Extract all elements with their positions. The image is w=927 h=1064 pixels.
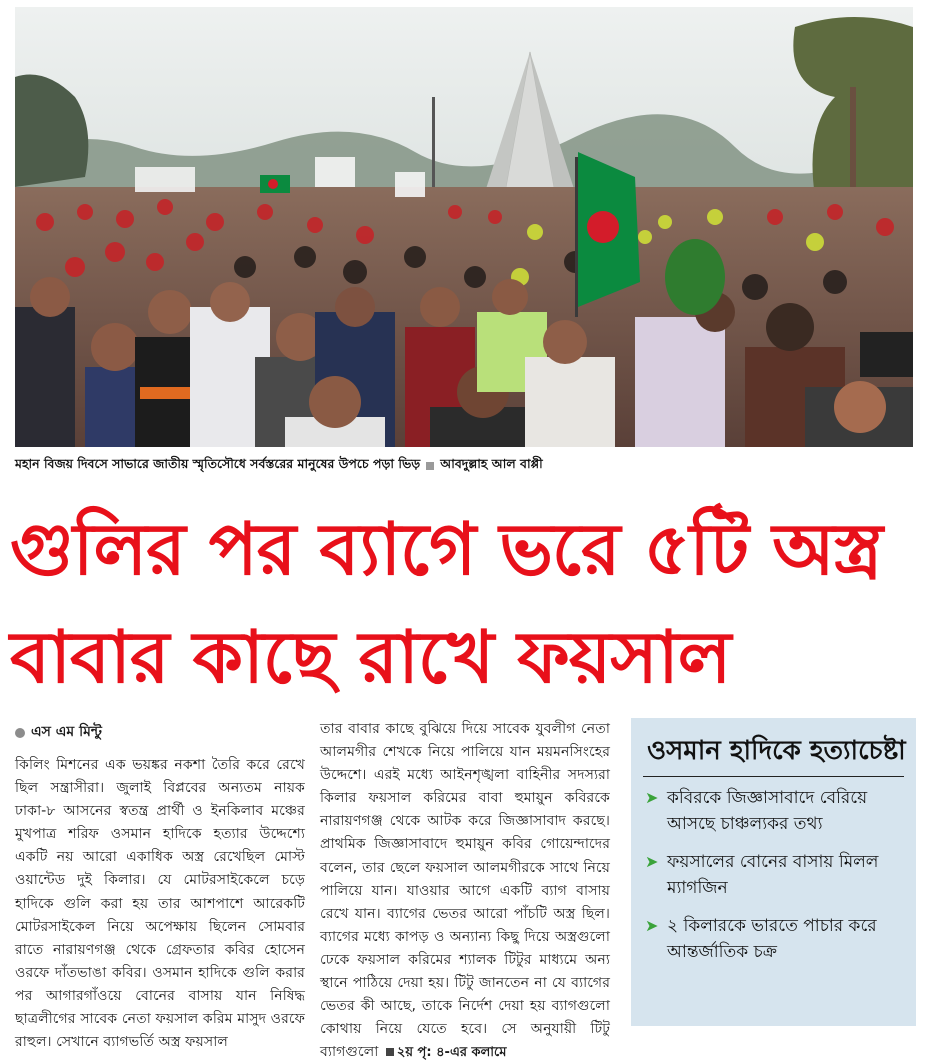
headline-line-2: বাবার কাছে রাখে ফয়সাল: [10, 615, 731, 699]
article-column-1: [15, 722, 305, 1051]
byline-bullet-icon: [15, 728, 25, 738]
sidebar-item-text: ফয়সালের বোনের বাসায় মিলল ম্যাগজিন: [667, 852, 879, 898]
article-column-2: [320, 718, 610, 1061]
sidebar-box: [631, 718, 916, 1026]
column-2-text: তার বাবার কাছে বুঝিয়ে দিয়ে সাবেক যুবলীগ নেতা আলমগীর শেখকে নিয়ে পালিয়ে যান ময়মনসিংহের উদ্দেশে। এরই মধ্যে আইনশৃঙ্খলা বাহিনীর সদস্যরা কিলার ফয়সাল করিমের বাবা হুমায়ুন কবিরকে নারায়ণগঞ্জ থেকে আটক করে জিজ্ঞাসাবাদ করছে। প্রাথমিক জিজ্ঞাসাবাদে হুমায়ুন কবির গোয়েন্দাদের বলেন, তার ছেলে ফয়সাল আলমগীরকে সাথে নিয়ে পালিয়ে যান। যাওয়ার আগে একটি ব্যাগ বাসায় রেখে যান। ব্যাগের ভেতর আরো পাঁচটি অস্ত্র ছিল। ব্যাগের মধ্যে কাপড় ও অন্যান্য কিছু দিয়ে অস্ত্রগুলো ঢেকে ফয়সাল করিমের শ্যালক টিটুর মাধ্যমে অন্য স্থানে পাঠিয়ে দেয়া হয়। টিটু জানতেন না যে ব্যাগের ভেতর কী আছে, তাকে নির্দেশ দেয়া হয় ব্যাগগুলো কোথায় নিয়ে যেতে হবে। সে অনুযায়ী টিটু ব্যাগগুলো: [320, 721, 610, 1061]
photo-credit: আবদুল্লাহ আল বাপ্পী: [440, 456, 543, 471]
caption-separator-square: [426, 462, 434, 470]
sidebar-title: ওসমান হাদিকে হত্যাচেষ্টা: [647, 736, 906, 766]
sidebar-item: [645, 785, 904, 837]
crowd-photo-illustration: [15, 7, 913, 447]
chevron-right-icon: ➤: [645, 916, 659, 935]
byline: [15, 722, 305, 744]
jump-square-icon: [386, 1048, 394, 1056]
sidebar-item-text: কবিরকে জিজ্ঞাসাবাদে বেরিয়ে আসছে চাঞ্চল্যকর তথ্য: [667, 788, 868, 834]
sidebar-item: [645, 849, 904, 901]
sidebar-divider: [643, 776, 904, 777]
sidebar-item-text: ২ কিলারকে ভারতে পাচার করে আন্তর্জাতিক চক্র: [667, 916, 877, 962]
headline-line-1: গুলির পর ব্যাগে ভরে ৫টি অস্ত্র: [10, 507, 883, 591]
headline: [10, 495, 915, 711]
photo-caption: [15, 455, 913, 477]
news-photo: [15, 7, 913, 447]
chevron-right-icon: ➤: [645, 788, 659, 807]
continuation-note[interactable]: [383, 1045, 507, 1060]
sidebar-item: [645, 913, 904, 965]
continuation-text: ২য় পৃ: ৪-এর কলামে: [396, 1045, 507, 1061]
byline-author: এস এম মিন্টু: [31, 724, 102, 741]
column-1-text: কিলিং মিশনের এক ভয়ঙ্কর নকশা তৈরি করে রেখে ছিল সন্ত্রাসীরা। জুলাই বিপ্লবের অন্যতম নায়ক ঢাকা-৮ আসনের স্বতন্ত্র প্রার্থী ও ইনকিলাব মঞ্চের মুখপাত্র শরিফ ওসমান হাদিকে হত্যার উদ্দেশ্যে একটি নয় আরো একাধিক অস্ত্র রেখেছিল মোস্ট ওয়ান্টেড দুই কিলার। যে মোটরসাইকেলে চড়ে হাদিকে গুলি করা হয় তার আশপাশে আরেকটি মোটরসাইকেল নিয়ে অপেক্ষায় ছিলেন সোমবার রাতে নারায়ণগঞ্জ থেকে গ্রেফতার কবির হোসেন ওরফে দাঁতভাঙা কবির। ওসমান হাদিকে গুলি করার পর আগারগাঁওয়ে বোনের বাসায় যান নিষিদ্ধ ছাত্রলীগের সাবেক নেতা ফয়সাল করিম মাসুদ ওরফে রাহুল। সেখানে ব্যাগভর্তি অস্ত্র ফয়সাল: [15, 757, 305, 1051]
chevron-right-icon: ➤: [645, 852, 659, 871]
caption-text: মহান বিজয় দিবসে সাভারে জাতীয় স্মৃতিসৌধে সর্বস্তরের মানুষের উপচে পড়া ভিড়: [15, 456, 421, 471]
